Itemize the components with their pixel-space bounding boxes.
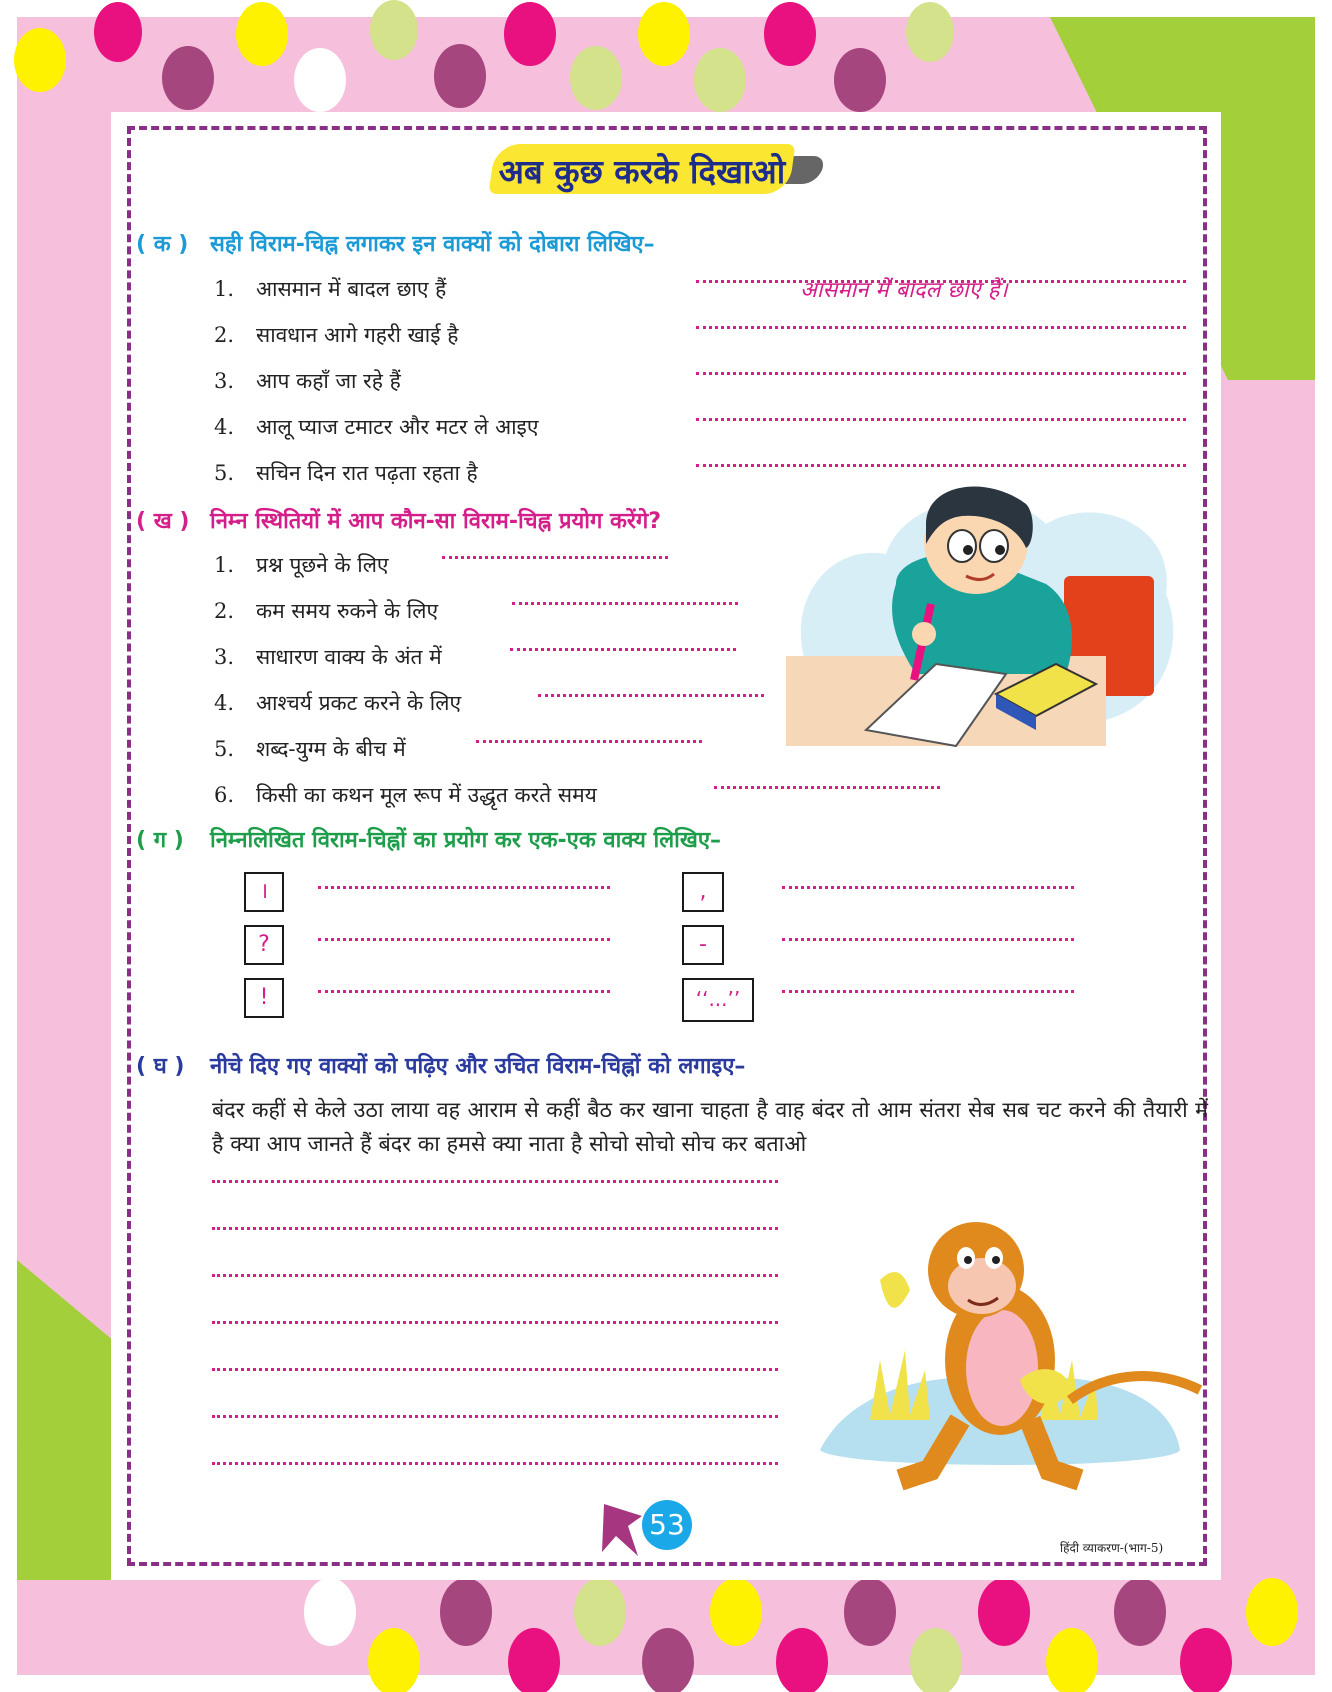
answer-line[interactable] [212,1274,778,1277]
section-kh-item [214,551,389,579]
section-kh-item [214,643,442,671]
section-g-heading [136,824,721,854]
section-gh-label: ( घ ) [136,1054,185,1079]
item-number: 1. [214,277,235,301]
section-g-label: ( ग ) [136,828,184,853]
monkey-with-banana-illustration [810,1200,1210,1500]
item-number: 3. [214,369,235,393]
punctuation-box: - [682,925,724,965]
item-text: साधारण वाक्य के अंत में [256,645,442,669]
section-k-title: सही विराम-चिह्न लगाकर इन वाक्यों को दोबारा लिखिए– [210,232,655,257]
item-text: सचिन दिन रात पढ़ता रहता है [256,461,478,485]
punctuation-box: ‘‘...’’ [682,978,754,1022]
item-text: कम समय रुकने के लिए [256,599,439,623]
section-k-item [214,459,478,487]
answer-line[interactable] [212,1180,778,1183]
section-kh-item [214,597,438,625]
answer-line[interactable] [318,886,610,889]
punctuation-box: , [682,872,724,912]
answer-line[interactable] [512,602,738,605]
answer-line[interactable] [714,786,940,789]
section-k-label: ( क ) [136,232,189,257]
section-k-heading [136,228,655,258]
book-footer: हिंदी व्याकरण-(भाग-5) [1060,1541,1164,1555]
answer-line[interactable] [782,938,1074,941]
answer-line[interactable] [510,648,736,651]
heading-banner [492,144,812,196]
answer-line[interactable] [212,1415,778,1418]
section-g-title: निम्नलिखित विराम-चिह्नों का प्रयोग कर एक-एक वाक्य लिखिए– [210,828,721,853]
answer-line[interactable] [212,1462,778,1465]
answer-line[interactable] [212,1227,778,1230]
answer-line[interactable] [318,990,610,993]
answer-line[interactable] [538,694,764,697]
item-number: 2. [214,599,235,623]
item-text: सावधान आगे गहरी खाई है [256,323,459,347]
heading-title: अब कुछ करके दिखाओ [498,152,786,191]
item-number: 2. [214,323,235,347]
item-number: 5. [214,737,235,761]
punctuation-box: । [244,872,284,912]
item-text: आसमान में बादल छाए हैं [256,277,447,301]
item-number: 4. [214,691,235,715]
answer-line[interactable] [212,1321,778,1324]
section-kh-label: ( ख ) [136,509,190,534]
answer-line[interactable] [318,938,610,941]
section-gh-title: नीचे दिए गए वाक्यों को पढ़िए और उचित विराम-चिह्नों को लगाइए– [210,1054,746,1079]
item-number: 3. [214,645,235,669]
answer-line[interactable] [696,326,1186,329]
answer-line[interactable] [442,556,668,559]
section-kh-heading [136,505,661,535]
section-k-item [214,321,458,349]
item-text: किसी का कथन मूल रूप में उद्धृत करते समय [256,783,597,807]
item-text: आश्चर्य प्रकट करने के लिए [256,691,462,715]
item-number: 1. [214,553,235,577]
item-text: प्रश्न पूछने के लिए [256,553,389,577]
section-kh-item [214,735,406,763]
item-number: 4. [214,415,235,439]
answer-line[interactable] [696,464,1186,467]
item-text: शब्द-युग्म के बीच में [256,737,406,761]
item-text: आप कहाँ जा रहे हैं [256,369,401,393]
item-number: 5. [214,461,235,485]
answer-line[interactable] [782,886,1074,889]
answer-line[interactable] [476,740,702,743]
section-kh-item [214,689,461,717]
page-number: 53 [642,1500,692,1550]
section-k-item [214,275,446,303]
answer-line[interactable] [782,990,1074,993]
boy-writing-illustration [786,484,1186,768]
example-answer: आसमान में बादल छाए हैं। [800,278,1008,303]
section-k-item [214,413,538,441]
punctuation-box: ? [244,925,284,965]
section-kh-item [214,781,597,809]
section-kh-title: निम्न स्थितियों में आप कौन-सा विराम-चिह्न प्रयोग करेंगे? [210,509,662,534]
paragraph-text: बंदर कहीं से केले उठा लाया वह आराम से कहीं बैठ कर खाना चाहता है वाह बंदर तो आम संतरा सेब सब चट करने की तैयारी में है क्या आप जानते हैं बंदर का हमसे क्या नाता है सोचो सोचो सोच कर बताओ [212,1098,1208,1157]
answer-line[interactable] [696,418,1186,421]
item-number: 6. [214,783,235,807]
section-gh-heading [136,1050,745,1080]
answer-line[interactable] [212,1368,778,1371]
punctuation-box: ! [244,978,284,1018]
section-k-item [214,367,401,395]
answer-line[interactable] [696,372,1186,375]
item-text: आलू प्याज टमाटर और मटर ले आइए [256,415,539,439]
